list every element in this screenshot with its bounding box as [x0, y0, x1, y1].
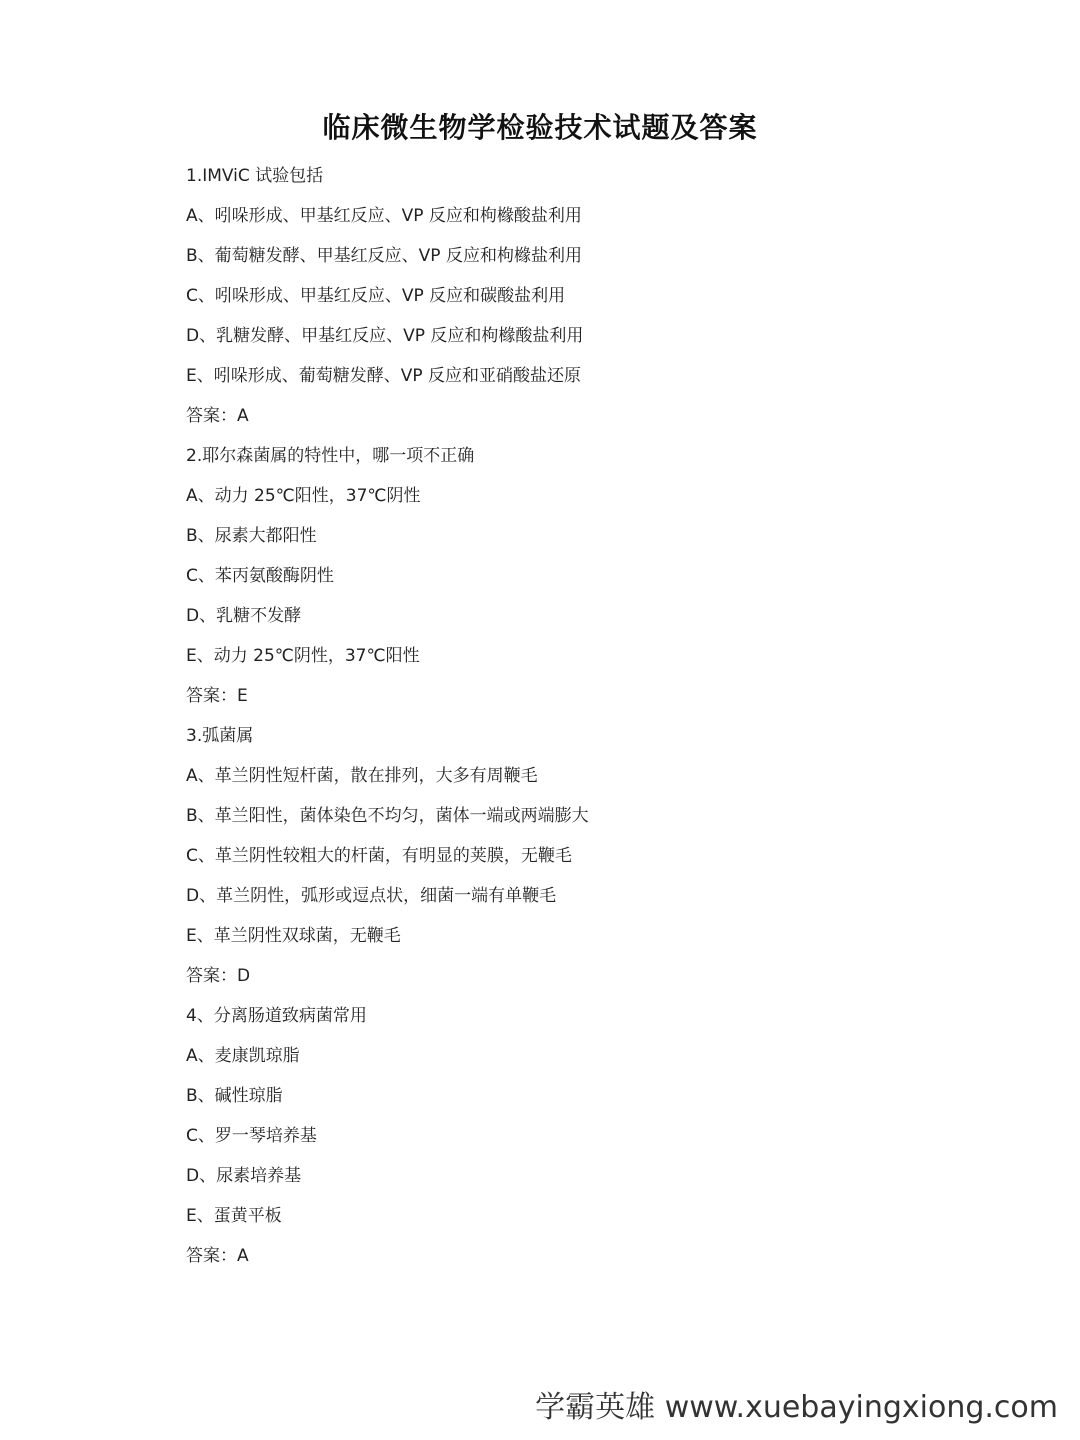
question-option: E、吲哚形成、葡萄糖发酵、VP 反应和亚硝酸盐还原 [186, 366, 582, 386]
question-stem: 2.耶尔森菌属的特性中，哪一项不正确 [186, 446, 475, 466]
question-stem: 3.弧菌属 [186, 726, 254, 746]
question-option: D、尿素培养基 [186, 1166, 302, 1186]
watermark: 学霸英雄 www.xuebayingxiong.com [535, 1390, 1058, 1425]
question-stem: 1.IMViC 试验包括 [186, 166, 324, 186]
question-option: E、蛋黄平板 [186, 1206, 282, 1226]
question-option: B、碱性琼脂 [186, 1086, 283, 1106]
question-option: A、动力 25℃阳性，37℃阴性 [186, 486, 421, 506]
question-option: D、乳糖发酵、甲基红反应、VP 反应和枸橼酸盐利用 [186, 326, 584, 346]
question-answer: 答案：D [186, 966, 251, 986]
question-option: E、革兰阴性双球菌，无鞭毛 [186, 926, 401, 946]
question-option: E、动力 25℃阴性，37℃阳性 [186, 646, 420, 666]
question-option: C、革兰阴性较粗大的杆菌，有明显的荚膜，无鞭毛 [186, 846, 572, 866]
question-option: A、麦康凯琼脂 [186, 1046, 300, 1066]
question-answer: 答案：A [186, 406, 249, 426]
question-option: A、革兰阴性短杆菌，散在排列，大多有周鞭毛 [186, 766, 538, 786]
question-option: D、革兰阴性，弧形或逗点状，细菌一端有单鞭毛 [186, 886, 557, 906]
question-option: A、吲哚形成、甲基红反应、VP 反应和枸橼酸盐利用 [186, 206, 582, 226]
question-option: C、苯丙氨酸酶阴性 [186, 566, 334, 586]
question-option: D、乳糖不发酵 [186, 606, 302, 626]
question-option: C、吲哚形成、甲基红反应、VP 反应和碳酸盐利用 [186, 286, 566, 306]
question-option: B、葡萄糖发酵、甲基红反应、VP 反应和枸橼盐利用 [186, 246, 582, 266]
question-option: C、罗一琴培养基 [186, 1126, 317, 1146]
question-list [186, 158, 1006, 1278]
question-option: B、尿素大都阳性 [186, 526, 317, 546]
document-title: 临床微生物学检验技术试题及答案 [322, 111, 758, 144]
question-answer: 答案：A [186, 1246, 249, 1266]
question-stem: 4、分离肠道致病菌常用 [186, 1006, 367, 1026]
question-option: B、革兰阳性，菌体染色不均匀，菌体一端或两端膨大 [186, 806, 589, 826]
question-answer: 答案：E [186, 686, 248, 706]
